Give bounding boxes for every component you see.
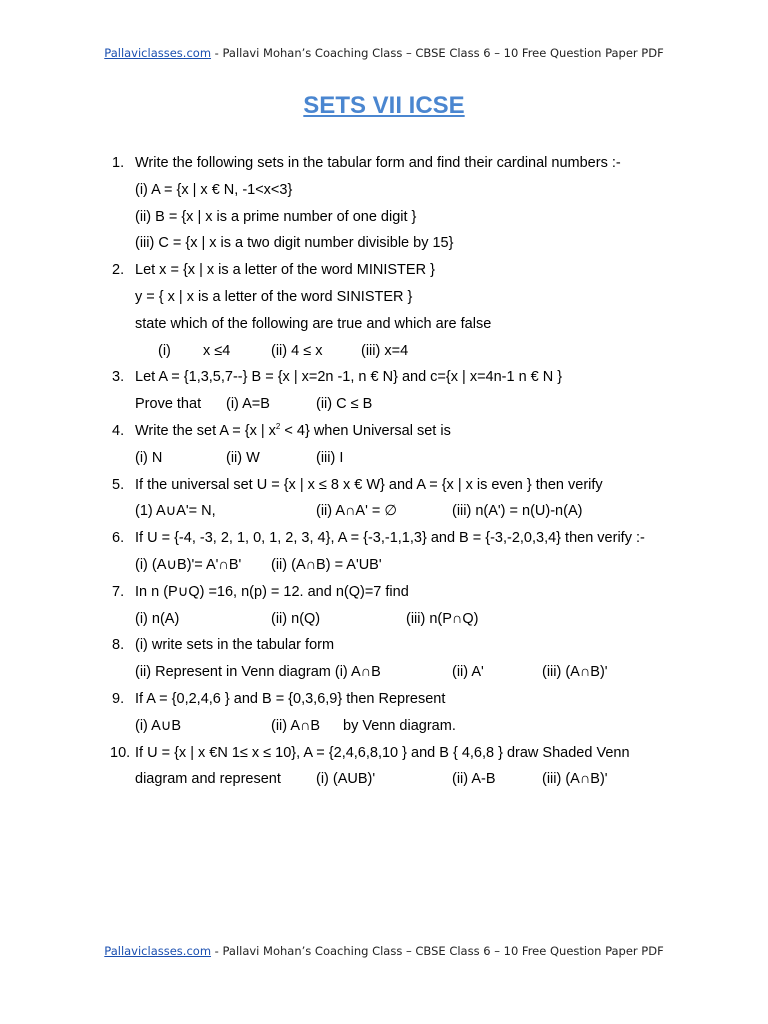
question-options bbox=[0, 498, 768, 525]
question-options bbox=[0, 391, 768, 418]
question-9 bbox=[0, 686, 768, 713]
question-2 bbox=[0, 257, 768, 284]
question-8 bbox=[0, 632, 768, 659]
question-list bbox=[0, 150, 768, 793]
option-text: (ii) C ≤ B bbox=[316, 396, 373, 413]
option-text: (ii) A∩B bbox=[271, 717, 321, 734]
question-text: Write the following sets in the tabular form and find their cardinal numbers :- bbox=[135, 155, 621, 171]
footer-text: - Pallavi Mohan’s Coaching Class – CBSE Class 6 – 10 Free Question Paper PDF bbox=[211, 944, 664, 958]
option-text: Prove that bbox=[135, 396, 202, 413]
option-text: (i) A∪B bbox=[135, 717, 182, 734]
option-label: (i) bbox=[158, 342, 171, 359]
question-options bbox=[0, 766, 768, 793]
option-text: (i) (AUB)' bbox=[316, 771, 376, 788]
option-text: (i) n(A) bbox=[135, 610, 180, 627]
question-line bbox=[0, 284, 768, 311]
page-header bbox=[0, 46, 768, 60]
superscript: 2 bbox=[275, 421, 281, 431]
question-text: (i) A = {x | x € N, -1<x<3} bbox=[135, 181, 293, 198]
question-text: (ii) B = {x | x is a prime number of one digit } bbox=[135, 208, 417, 225]
option-text: (iii) n(A') = n(U)-n(A) bbox=[452, 503, 583, 520]
option-text: by Venn diagram. bbox=[343, 717, 456, 734]
text-part: Write the set A = {x | x bbox=[135, 422, 276, 439]
question-number: 7. bbox=[112, 583, 125, 600]
question-10 bbox=[0, 740, 768, 767]
page-title: SETS VII ICSE bbox=[303, 92, 465, 119]
option-text: (i) N bbox=[135, 449, 163, 466]
question-1 bbox=[0, 150, 768, 177]
question-number: 6. bbox=[112, 530, 125, 547]
question-line bbox=[0, 177, 768, 204]
question-text: y = { x | x is a letter of the word SINISTER } bbox=[135, 288, 413, 305]
option-text: (iii) x=4 bbox=[361, 342, 409, 359]
question-text: If A = {0,2,4,6 } and B = {0,3,6,9} then Represent bbox=[135, 690, 446, 707]
option-text: (i) A=B bbox=[226, 396, 270, 413]
question-text: If the universal set U = {x | x ≤ 8 x € W} and A = {x | x is even } then verify bbox=[135, 476, 603, 493]
question-3 bbox=[0, 364, 768, 391]
question-text: If U = {x | x €N 1≤ x ≤ 10}, A = {2,4,6,8,10 } and B { 4,6,8 } draw Shaded Venn bbox=[135, 744, 630, 761]
footer-link[interactable]: Pallaviclasses.com bbox=[104, 944, 212, 958]
option-text: (ii) (A∩B) = A'UB' bbox=[271, 556, 382, 573]
question-number: 9. bbox=[112, 690, 125, 707]
question-line bbox=[0, 311, 768, 338]
question-number: 8. bbox=[112, 637, 125, 654]
question-options bbox=[0, 445, 768, 472]
option-text: (ii) A-B bbox=[452, 771, 496, 788]
question-line bbox=[0, 204, 768, 231]
page-footer bbox=[0, 944, 768, 958]
text-part: < 4} when Universal set is bbox=[280, 422, 451, 439]
question-number: 4. bbox=[112, 422, 125, 439]
question-text: (iii) C = {x | x is a two digit number divisible by 15} bbox=[135, 235, 454, 252]
question-number: 1. bbox=[112, 155, 125, 171]
option-text: (ii) 4 ≤ x bbox=[271, 342, 323, 359]
question-number: 10. bbox=[110, 744, 131, 761]
question-options bbox=[0, 606, 768, 633]
question-number: 3. bbox=[112, 369, 125, 386]
question-options bbox=[0, 659, 768, 686]
option-text: (iii) (A∩B)' bbox=[542, 664, 608, 681]
question-text: Let A = {1,3,5,7--} B = {x | x=2n -1, n € N} and c={x | x=4n-1 n € N } bbox=[135, 369, 563, 386]
question-options bbox=[0, 713, 768, 740]
question-text: Let x = {x | x is a letter of the word MINISTER } bbox=[135, 262, 435, 279]
option-text: (ii) A' bbox=[452, 664, 484, 681]
question-number: 5. bbox=[112, 476, 125, 493]
question-6 bbox=[0, 525, 768, 552]
question-4 bbox=[0, 418, 768, 445]
option-text: (iii) (A∩B)' bbox=[542, 771, 608, 788]
question-text: (i) write sets in the tabular form bbox=[135, 637, 335, 654]
question-text: If U = {-4, -3, 2, 1, 0, 1, 2, 3, 4}, A = {-3,-1,1,3} and B = {-3,-2,0,3,4} then verify :- bbox=[135, 530, 645, 547]
header-link[interactable]: Pallaviclasses.com bbox=[104, 46, 212, 60]
option-text: (iii) n(P∩Q) bbox=[406, 610, 479, 627]
question-5 bbox=[0, 472, 768, 499]
option-text: (iii) I bbox=[316, 449, 344, 466]
question-text: state which of the following are true and which are false bbox=[135, 315, 492, 332]
option-text: (ii) A∩A' = ∅ bbox=[316, 503, 398, 520]
question-line bbox=[0, 230, 768, 257]
option-text: (ii) n(Q) bbox=[271, 610, 321, 627]
question-text: In n (P∪Q) =16, n(p) = 12. and n(Q)=7 find bbox=[135, 583, 409, 600]
header-text: - Pallavi Mohan’s Coaching Class – CBSE Class 6 – 10 Free Question Paper PDF bbox=[211, 46, 664, 60]
option-text: (ii) Represent in Venn diagram (i) A∩B bbox=[135, 664, 381, 681]
option-text: x ≤4 bbox=[203, 342, 231, 359]
question-options bbox=[0, 338, 768, 365]
option-text: (1) A∪A'= N, bbox=[135, 503, 216, 520]
question-options bbox=[0, 552, 768, 579]
option-text: (i) (A∪B)'= A'∩B' bbox=[135, 556, 242, 573]
question-7 bbox=[0, 579, 768, 606]
question-text bbox=[135, 418, 451, 445]
question-number: 2. bbox=[112, 262, 125, 279]
option-text: (ii) W bbox=[226, 449, 260, 466]
option-text: diagram and represent bbox=[135, 771, 281, 788]
